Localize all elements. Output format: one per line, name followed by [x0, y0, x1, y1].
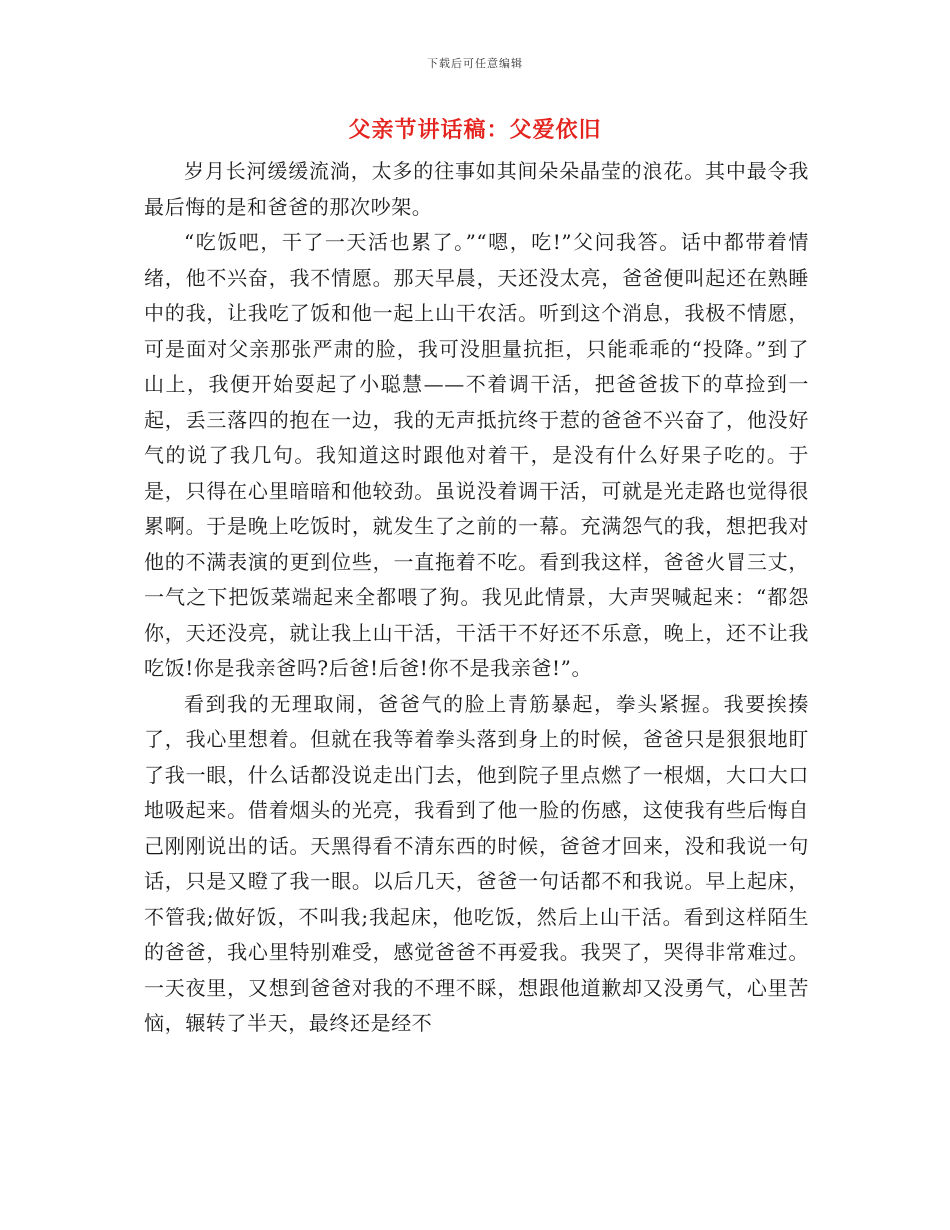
paragraph: “吃饭吧，干了一天活也累了。”“嗯，吃!”父问我答。话中都带着情绪，他不兴奋，我不情愿。那天早晨，天还没太亮，爸爸便叫起还在熟睡中的我，让我吃了饭和他一起上山干农活。听到这个消息，我极不情愿，可是面对父亲那张严肃的脸，我可没胆量抗拒，只能乖乖的“投降。”到了山上，我便开始耍起了小聪慧——不着调干活，把爸爸拔下的草捡到一起，丢三落四的抱在一边，我的无声抵抗终于惹的爸爸不兴奋了，他没好气的说了我几句。我知道这时跟他对着干，是没有什么好果子吃的。于是，只得在心里暗暗和他较劲。虽说没着调干活，可就是光走路也觉得很累啊。于是晚上吃饭时，就发生了之前的一幕。充满怨气的我，想把我对他的不满表演的更到位些，一直拖着不吃。看到我这样，爸爸火冒三丈，一气之下把饭菜端起来全都喂了狗。我见此情景，大声哭喊起来：“都怨你，天还没亮，就让我上山干活，干活干不好还不乐意，晚上，还不让我吃饭!你是我亲爸吗?后爸!后爸!你不是我亲爸!”。: [144, 230, 809, 680]
document-title: 父亲节讲话稿：父爱依旧: [348, 117, 602, 143]
document-body: [144, 154, 809, 1042]
paragraph: 岁月长河缓缓流淌，太多的往事如其间朵朵晶莹的浪花。其中最令我最后悔的是和爸爸的那次吵架。: [144, 159, 809, 219]
paragraph: 看到我的无理取闹，爸爸气的脸上青筋暴起，拳头紧握。我要挨揍了，我心里想着。但就在我等着拳头落到身上的时候，爸爸只是狠狠地盯了我一眼，什么话都没说走出门去，他到院子里点燃了一根烟，大口大口地吸起来。借着烟头的光亮，我看到了他一脸的伤感，这使我有些后悔自己刚刚说出的话。天黑得看不清东西的时候，爸爸才回来，没和我说一句话，只是又瞪了我一眼。以后几天，爸爸一句话都不和我说。早上起床，不管我;做好饭，不叫我;我起床，他吃饭，然后上山干活。看到这样陌生的爸爸，我心里特别难受，感觉爸爸不再爱我。我哭了，哭得非常难过。一天夜里，又想到爸爸对我的不理不睬，想跟他道歉却又没勇气，心里苦恼，辗转了半天，最终还是经不: [144, 691, 809, 1035]
page-header-note: 下载后可任意编辑: [427, 57, 523, 70]
